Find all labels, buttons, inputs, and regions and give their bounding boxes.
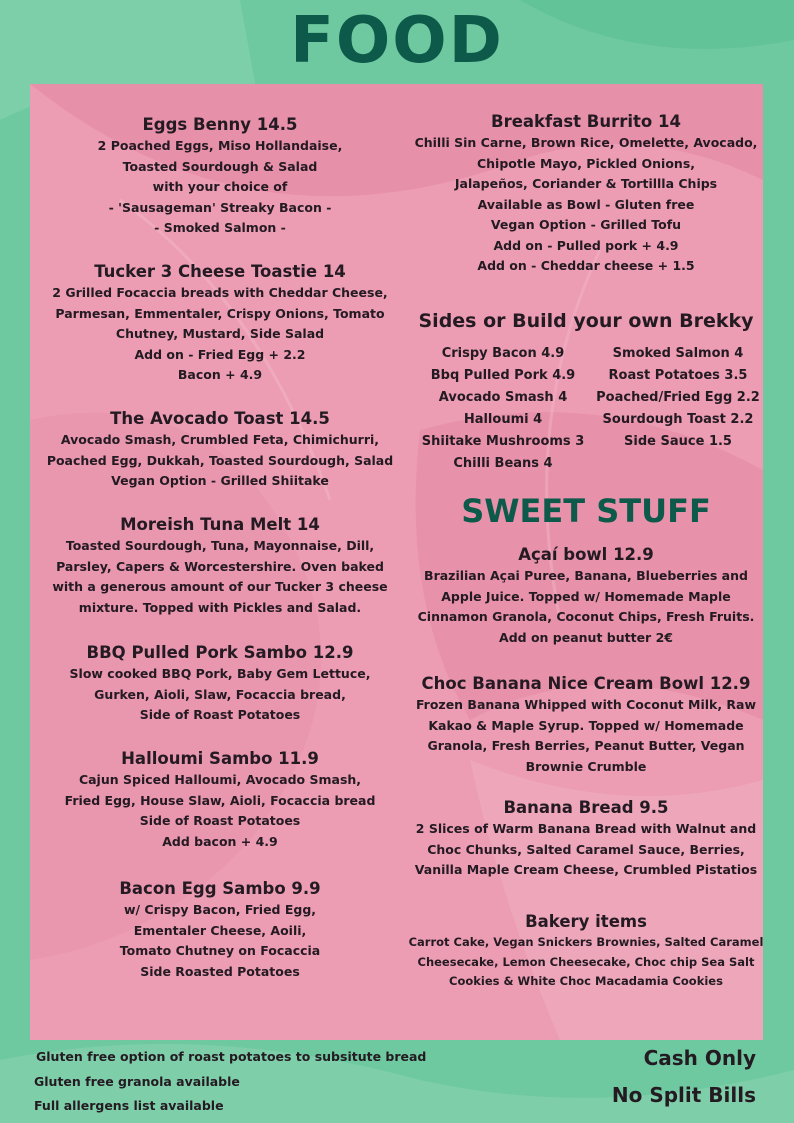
menu-item-halloumi-sambo-11-9 xyxy=(30,748,410,852)
menu-item-breakfast-burrito-14 xyxy=(405,111,767,277)
menu-item-description-line: Chilli Sin Carne, Brown Rice, Omelette, Avocado, xyxy=(414,135,758,150)
menu-item-description-line: Side of Roast Potatoes xyxy=(139,813,301,828)
menu-item-description-line: Brownie Crumble xyxy=(525,758,647,774)
footer-note-2: Gluten free granola available xyxy=(34,1074,240,1089)
menu-item-name: Bacon Egg Sambo 9.9 xyxy=(119,879,321,898)
menu-item-description-line: Apple Juice. Topped w/ Homemade Maple xyxy=(441,588,731,604)
menu-item-name: Bakery items xyxy=(525,912,647,931)
menu-item-description-line: Side of Roast Potatoes xyxy=(139,707,301,722)
menu-item-description-line: Add bacon + 4.9 xyxy=(162,833,278,849)
menu-item-description-line: with your choice of xyxy=(152,179,288,194)
side-item: Roast Potatoes 3.5 xyxy=(608,368,748,383)
menu-item-description-line: - Smoked Salmon - xyxy=(154,220,286,235)
menu-item-description-line: Poached Egg, Dukkah, Toasted Sourdough, Salad xyxy=(46,452,394,468)
side-item: Chilli Beans 4 xyxy=(453,456,553,471)
menu-item-description-line: Bacon + 4.9 xyxy=(177,367,263,382)
menu-item-description-line: Chutney, Mustard, Side Salad xyxy=(115,326,325,341)
menu-item-description-line: Cinnamon Granola, Coconut Chips, Fresh Fruits. xyxy=(417,609,755,624)
menu-item-description-line: w/ Crispy Bacon, Fried Egg, xyxy=(123,902,317,917)
menu-item-description-line: Cookies & White Choc Macadamia Cookies xyxy=(449,974,723,988)
menu-item-description-line: Vanilla Maple Cream Cheese, Crumbled Pistatios xyxy=(414,862,758,877)
menu-item-the-avocado-toast-14-5 xyxy=(30,408,410,492)
menu-item-description-line: Parmesan, Emmentaler, Crispy Onions, Tomato xyxy=(55,305,385,321)
menu-item-description-line: Fried Egg, House Slaw, Aioli, Focaccia bread xyxy=(64,792,376,808)
menu-item-description-line: Frozen Banana Whipped with Coconut Milk, Raw xyxy=(415,697,757,712)
side-item: Smoked Salmon 4 xyxy=(612,346,744,361)
footer-note-1: Gluten free option of roast potatoes to subsitute bread xyxy=(36,1049,427,1064)
menu-item-bacon-egg-sambo-9-9 xyxy=(30,878,410,982)
no-split-bills-note: No Split Bills xyxy=(611,1083,756,1107)
menu-item-description-line: 2 Slices of Warm Banana Bread with Walnut and xyxy=(415,821,757,836)
menu-item-description-line: Brazilian Açai Puree, Banana, Blueberries and xyxy=(424,568,748,583)
menu-item-description-line: 2 Poached Eggs, Miso Hollandaise, xyxy=(97,138,343,153)
menu-item-description-line: Parsley, Capers & Worcestershire. Oven baked xyxy=(56,558,384,574)
menu-item-description-line: Toasted Sourdough, Tuna, Mayonnaise, Dill, xyxy=(65,538,375,553)
side-item: Halloumi 4 xyxy=(463,412,543,427)
menu-item-description-line: Add on - Pulled pork + 4.9 xyxy=(493,237,679,253)
menu-item-description-line: Slow cooked BBQ Pork, Baby Gem Lettuce, xyxy=(69,666,371,681)
menu-item-description-line: Available as Bowl - Gluten free xyxy=(477,196,695,212)
side-item: Shiitake Mushrooms 3 xyxy=(421,434,585,449)
menu-item-description-line: Add on - Cheddar cheese + 1.5 xyxy=(477,258,695,273)
menu-item-description-line: Add on peanut butter 2€ xyxy=(499,629,673,645)
menu-item-bbq-pulled-pork-sambo-12-9 xyxy=(30,642,410,726)
menu-item-description-line: Avocado Smash, Crumbled Feta, Chimichurri, xyxy=(60,432,380,447)
menu-item-name: Halloumi Sambo 11.9 xyxy=(121,749,319,768)
menu-item-description-line: Ementaler Cheese, Aoili, xyxy=(133,922,307,938)
sides-title: Sides or Build your own Brekky xyxy=(418,310,754,332)
menu-item-description-line: Kakao & Maple Syrup. Topped w/ Homemade xyxy=(428,717,744,733)
side-item: Side Sauce 1.5 xyxy=(624,434,732,449)
menu-item-bakery-items xyxy=(405,911,767,992)
menu-item-description-line: Chipotle Mayo, Pickled Onions, xyxy=(476,155,696,171)
menu-item-a-a-bowl-12-9 xyxy=(405,544,767,648)
menu-item-tucker-3-cheese-toastie-14 xyxy=(30,261,410,386)
menu-item-description-line: Jalapeños, Coriander & Tortillla Chips xyxy=(454,176,718,191)
side-item: Crispy Bacon 4.9 xyxy=(441,346,565,361)
menu-item-description-line: Add on - Fried Egg + 2.2 xyxy=(134,346,306,362)
menu-item-description-line: Toasted Sourdough & Salad xyxy=(122,158,318,174)
menu-item-description-line: Gurken, Aioli, Slaw, Focaccia bread, xyxy=(94,686,346,702)
page-title: FOOD xyxy=(290,4,504,78)
side-item: Bbq Pulled Pork 4.9 xyxy=(430,368,576,383)
menu-item-name: Tucker 3 Cheese Toastie 14 xyxy=(94,262,346,281)
menu-item-description-line: Tomato Chutney on Focaccia xyxy=(119,943,321,958)
menu-item-description-line: Side Roasted Potatoes xyxy=(140,963,300,979)
menu-item-description-line: Cheesecake, Lemon Cheesecake, Choc chip Sea Salt xyxy=(417,954,755,969)
sides-list-left xyxy=(413,343,593,475)
menu-item-description-line: 2 Grilled Focaccia breads with Cheddar Cheese, xyxy=(52,285,388,300)
menu-item-name: The Avocado Toast 14.5 xyxy=(110,409,330,428)
side-item: Poached/Fried Egg 2.2 xyxy=(596,390,760,405)
footer-note-3: Full allergens list available xyxy=(34,1098,224,1113)
menu-item-description-line: mixture. Topped with Pickles and Salad. xyxy=(78,599,362,615)
sides-list-right xyxy=(588,343,768,453)
menu-item-name: Breakfast Burrito 14 xyxy=(491,112,681,131)
menu-item-description-line: Granola, Fresh Berries, Peanut Butter, Vegan xyxy=(427,738,745,753)
sweet-stuff-title: SWEET STUFF xyxy=(461,492,711,530)
menu-item-description-line: with a generous amount of our Tucker 3 cheese xyxy=(52,579,388,594)
menu-item-choc-banana-nice-cream-bowl-12-9 xyxy=(405,673,767,777)
menu-item-name: Moreish Tuna Melt 14 xyxy=(120,515,320,534)
menu-item-moreish-tuna-melt-14 xyxy=(30,514,410,618)
menu-item-name: Choc Banana Nice Cream Bowl 12.9 xyxy=(421,674,751,693)
side-item: Sourdough Toast 2.2 xyxy=(602,412,754,427)
menu-item-description-line: Cajun Spiced Halloumi, Avocado Smash, xyxy=(78,772,362,787)
menu-item-eggs-benny-14-5 xyxy=(30,114,410,239)
menu-item-description-line: Choc Chunks, Salted Caramel Sauce, Berries, xyxy=(427,841,745,857)
side-item: Avocado Smash 4 xyxy=(438,390,568,405)
menu-item-description-line: - 'Sausageman' Streaky Bacon - xyxy=(108,199,332,215)
menu-item-name: BBQ Pulled Pork Sambo 12.9 xyxy=(86,643,354,662)
menu-item-description-line: Vegan Option - Grilled Tofu xyxy=(490,217,682,232)
cash-only-note: Cash Only xyxy=(643,1046,756,1070)
menu-item-banana-bread-9-5 xyxy=(405,797,767,881)
menu-item-description-line: Vegan Option - Grilled Shiitake xyxy=(111,473,329,488)
menu-item-name: Açaí bowl 12.9 xyxy=(518,545,654,564)
menu-item-name: Banana Bread 9.5 xyxy=(503,798,669,817)
menu-item-name: Eggs Benny 14.5 xyxy=(142,115,298,134)
menu-item-description-line: Carrot Cake, Vegan Snickers Brownies, Salted Caramel xyxy=(408,935,764,949)
